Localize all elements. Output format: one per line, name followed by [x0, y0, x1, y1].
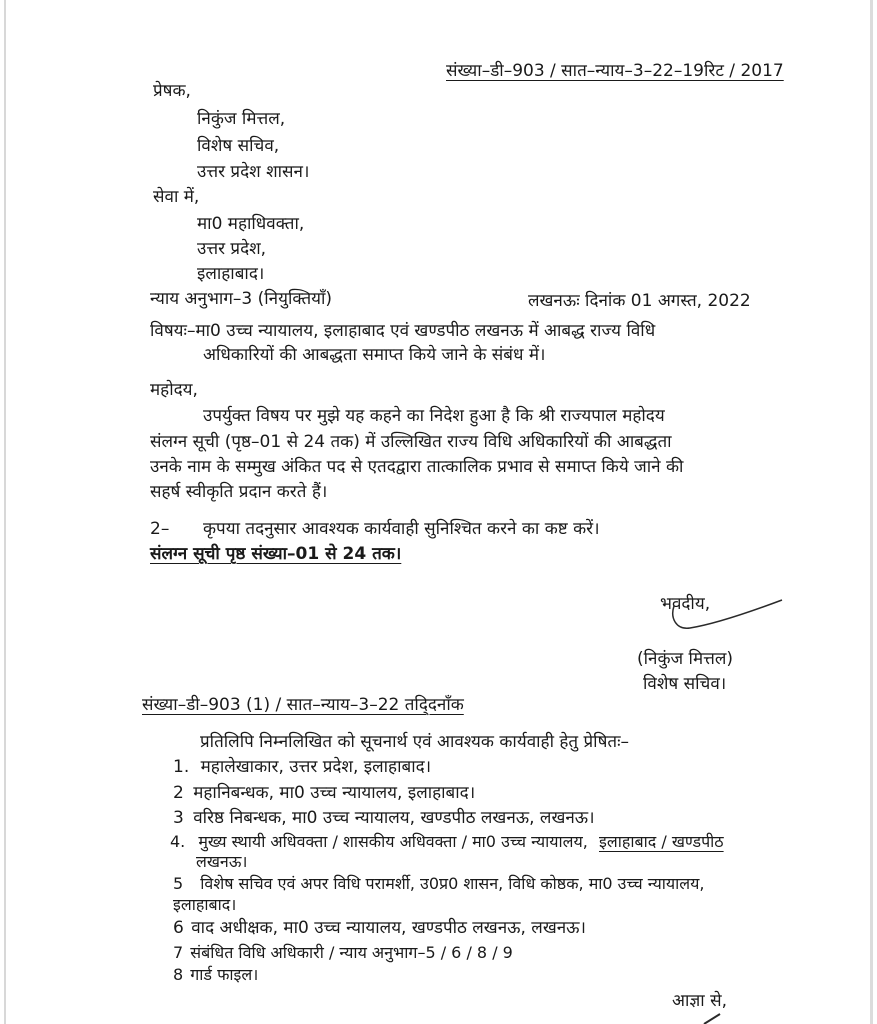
- copy-item-underlined: इलाहाबाद / खण्डपीठ: [599, 832, 724, 851]
- copy-item-number: 2: [173, 783, 184, 803]
- by-order: आज्ञा से,: [672, 991, 727, 1011]
- recipient-label: सेवा में,: [153, 187, 200, 207]
- copy-item-2: [173, 782, 475, 804]
- sender-title: विशेष सचिव,: [197, 136, 280, 156]
- page-edge-right: [870, 0, 873, 1024]
- copy-item-1: [173, 756, 431, 778]
- sender-label: प्रेषक,: [153, 81, 191, 101]
- copy-item-8: [173, 964, 258, 986]
- copy-item-text: विशेष सचिव एवं अपर विधि परामर्शी, उ0प्र0 शासन, विधि कोष्ठक, मा0 उच्च न्यायालय,: [200, 874, 705, 893]
- enclosure-note: संलग्न सूची पृष्ठ संख्या–01 से 24 तक।: [150, 544, 402, 564]
- subject-line-1: विषयः–मा0 उच्च न्यायालय, इलाहाबाद एवं खण्डपीठ लखनऊ में आबद्ध राज्य विधि: [150, 321, 656, 341]
- reference-number: संख्या–डी–903 / सात–न्याय–3–22–19रिट / 2017: [446, 61, 784, 81]
- department: न्याय अनुभाग–3 (नियुक्तियॉं): [150, 289, 333, 309]
- subject-line-2: अधिकारियों की आबद्धता समाप्त किये जाने के संबंध में।: [203, 345, 546, 365]
- copy-item-4-continued: लखनऊ।: [196, 852, 248, 871]
- copy-item-5: [173, 873, 705, 895]
- copy-item-number: 8: [173, 965, 184, 984]
- signature-mark: [670, 598, 790, 638]
- copy-item-7: [173, 942, 513, 964]
- copy-item-text: महालेखाकार, उत्तर प्रदेश, इलाहाबाद।: [200, 757, 432, 777]
- signatory-name: (निकुंज मित्तल): [637, 649, 734, 669]
- signatory-title: विशेष सचिव।: [643, 674, 727, 694]
- sender-office: उत्तर प्रदेश शासन।: [197, 162, 310, 182]
- body-line-1: उपर्युक्त विषय पर मुझे यह कहने का निदेश हुआ है कि श्री राज्यपाल महोदय: [203, 406, 665, 426]
- body-line-4: सहर्ष स्वीकृति प्रदान करते हैं।: [150, 482, 328, 502]
- copy-item-text: वरिष्ठ निबन्धक, मा0 उच्च न्यायालय, खण्डपीठ लखनऊ, लखनऊ।: [193, 808, 595, 828]
- body-line-3: उनके नाम के सम्मुख अंकित पद से एतदद्वारा तात्कालिक प्रभाव से समाप्त किये जाने की: [150, 457, 684, 477]
- copy-item-text: संबंधित विधि अधिकारी / न्याय अनुभाग–5 / 6 / 8 / 9: [190, 943, 513, 962]
- copy-intro: प्रतिलिपि निम्नलिखित को सूचनार्थ एवं आवश्यक कार्यवाही हेतु प्रेषितः–: [200, 732, 630, 752]
- copy-item-number: 7: [173, 943, 184, 962]
- copy-item-5-continued: इलाहाबाद।: [173, 895, 237, 914]
- place-date: लखनऊः दिनांक 01 अगस्त, 2022: [528, 291, 751, 311]
- para-2-number: 2–: [150, 519, 170, 539]
- signature-stroke: [700, 1012, 730, 1024]
- para-2-text: कृपया तदनुसार आवश्यक कार्यवाही सुनिश्चित करने का कष्ट करें।: [203, 519, 600, 539]
- copy-item-number: 3: [173, 808, 184, 828]
- body-line-2: संलग्न सूची (पृष्ठ–01 से 24 तक) में उल्लिखित राज्य विधि अधिकारियों की आबद्धता: [150, 432, 672, 452]
- salutation: महोदय,: [150, 380, 198, 400]
- copy-item-text: वाद अधीक्षक, मा0 उच्च न्यायालय, खण्डपीठ लखनऊ, लखनऊ।: [191, 918, 586, 938]
- copy-item-3: [173, 807, 595, 829]
- closing: भवदीय,: [660, 594, 711, 614]
- copy-item-number: 4.: [170, 832, 186, 851]
- copy-item-text: महानिबन्धक, मा0 उच्च न्यायालय, इलाहाबाद।: [193, 783, 476, 803]
- copy-item-number: 6: [173, 918, 184, 938]
- copy-item-text: मुख्य स्थायी अधिवक्ता / शासकीय अधिवक्ता / मा0 उच्च न्यायालय,: [198, 832, 588, 851]
- recipient-name: मा0 महाधिवक्ता,: [197, 214, 305, 234]
- page-edge-left: [4, 0, 6, 1024]
- recipient-state: उत्तर प्रदेश,: [197, 239, 267, 259]
- copy-reference-number: संख्या–डी–903 (1) / सात–न्याय–3–22 तदि्दनॉंक: [142, 695, 464, 715]
- recipient-city: इलाहाबाद।: [197, 264, 265, 284]
- copy-item-number: 1.: [173, 757, 190, 777]
- sender-name: निकुंज मित्तल,: [197, 109, 286, 129]
- copy-item-4: [170, 831, 724, 853]
- copy-item-number: 5: [173, 874, 184, 893]
- copy-item-6: [173, 917, 586, 939]
- copy-item-text: गार्ड फाइल।: [190, 965, 259, 984]
